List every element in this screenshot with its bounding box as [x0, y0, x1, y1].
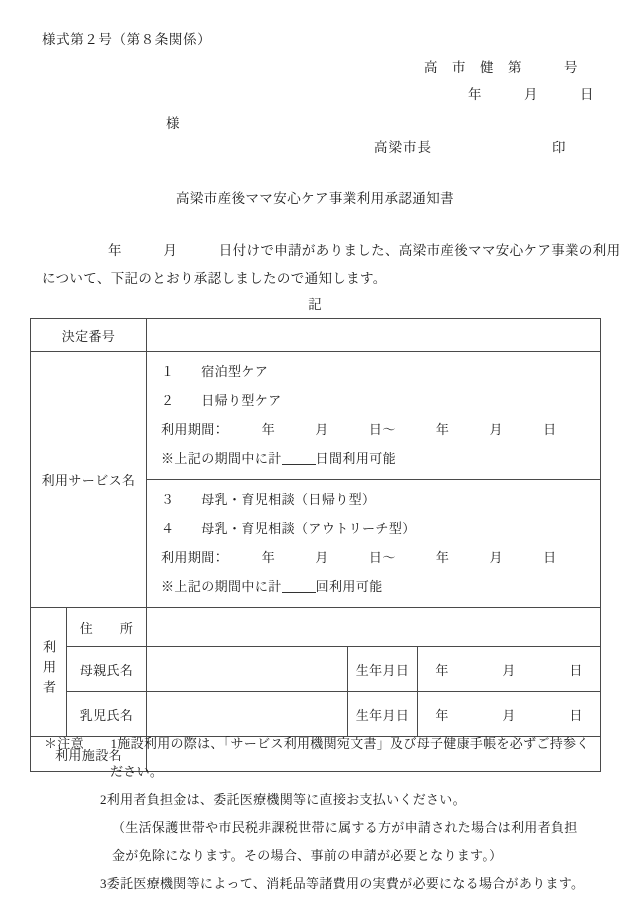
note-1-line2: ださい。 [110, 764, 164, 779]
infant-name-value[interactable] [147, 692, 348, 737]
table-row-decision-number [31, 319, 601, 352]
service-option-consult-outreach[interactable]: ４ 母乳・育児相談（アウトリーチ型） [161, 521, 416, 536]
note-1-line1: ＊注意 1施設利用の際は、「サービス利用機関宛文書」及び母子健康手帳を必ずご持参く [44, 736, 590, 751]
service-label: 利用サービス名 [31, 352, 147, 608]
note-2-line1: 2利用者負担金は、委託医療機関等に直接お支払いください。 [100, 792, 466, 807]
user-block-label-text: 利用者 [41, 640, 56, 700]
table-row-service [31, 352, 601, 608]
address-value[interactable] [147, 608, 601, 647]
addressee-honorific: 様 [166, 116, 180, 131]
mother-birth-label: 生年月日 [348, 647, 418, 692]
service-note-a [161, 444, 600, 473]
service-count-a-field[interactable] [282, 464, 316, 465]
facility-label: 利用施設名 [31, 737, 147, 772]
infant-name-label: 乳児氏名 [67, 692, 147, 737]
seal-mark-icon: 印 [552, 140, 566, 155]
user-block-label [31, 608, 67, 737]
document-number: 高 市 健 第 号 [424, 60, 578, 75]
table-row-address [31, 608, 601, 647]
note-2-line2: （生活保護世帯や市民税非課税世帯に属する方が申請された場合は利用者負担 [112, 820, 578, 835]
service-note-b-suffix: 回利用可能 [315, 579, 383, 594]
note-3-line1: 3委託医療機関等によって、消耗品等諸費用の実費が必要になる場合があります。 [100, 876, 585, 891]
service-period-b[interactable]: 利用期間： 年 月 日～ 年 月 日 [161, 550, 557, 565]
mother-name-value[interactable] [147, 647, 348, 692]
table-row-mother [31, 647, 601, 692]
form-number: 様式第２号（第８条関係） [42, 32, 212, 47]
infant-birth-label: 生年月日 [348, 692, 418, 737]
body-paragraph-line2: について、下記のとおり承認しましたので通知します。 [42, 271, 387, 286]
service-note-b [161, 572, 600, 601]
decision-number-label: 決定番号 [31, 319, 147, 352]
service-note-a-suffix: 日間利用可能 [315, 451, 397, 466]
service-period-a[interactable]: 利用期間： 年 月 日～ 年 月 日 [161, 422, 557, 437]
body-paragraph-line1: 年 月 日付けで申請がありました、高梁市産後ママ安心ケア事業の利用 [108, 243, 621, 258]
infant-birth-value[interactable]: 年 月 日 [418, 692, 601, 737]
service-option-daytrip[interactable]: ２ 日帰り型ケア [161, 393, 282, 408]
table-row-infant [31, 692, 601, 737]
mother-name-label: 母親氏名 [67, 647, 147, 692]
decision-number-value[interactable] [147, 319, 601, 352]
approval-detail-table [30, 318, 601, 772]
service-count-b-field[interactable] [282, 592, 316, 593]
service-note-a-prefix: ※上記の期間中に計 [161, 451, 282, 466]
service-cell [147, 352, 601, 608]
service-group-a [147, 352, 600, 479]
service-option-consult-daytrip[interactable]: ３ 母乳・育児相談（日帰り型） [161, 492, 376, 507]
page-title: 高梁市産後ママ安心ケア事業利用承認通知書 [176, 191, 454, 206]
note-2-line3: 金が免除になります。その場合、事前の申請が必要となります。） [112, 848, 503, 863]
ki-marker: 記 [308, 297, 322, 312]
document-date: 年 月 日 [468, 87, 594, 102]
issuer-name: 高梁市長 [374, 140, 432, 155]
service-group-b [147, 479, 600, 607]
address-label: 住 所 [67, 608, 147, 647]
service-option-stay[interactable]: １ 宿泊型ケア [161, 364, 269, 379]
service-note-b-prefix: ※上記の期間中に計 [161, 579, 282, 594]
mother-birth-value[interactable]: 年 月 日 [418, 647, 601, 692]
